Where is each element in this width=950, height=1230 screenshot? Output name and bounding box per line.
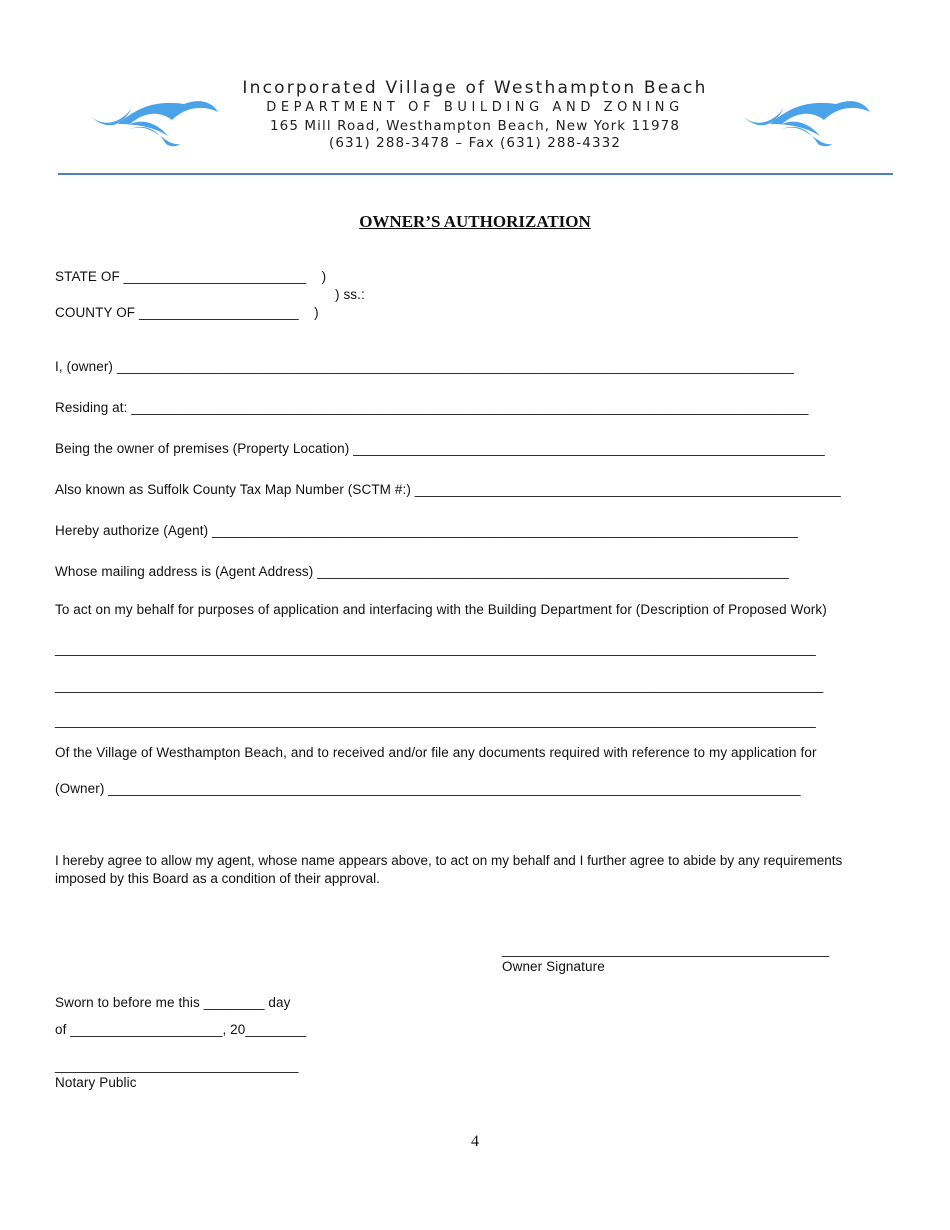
owner-application-field[interactable]: (Owner) ___________________________________________________________________________________________	[55, 781, 801, 796]
agreement-paragraph: I hereby agree to allow my agent, whose name appears above, to act on my behalf and I further agree to abide by any requirements imposed by this Board as a condition of their approval.	[55, 853, 843, 886]
phone-fax: (631) 288-3478 – Fax (631) 288-4332	[328, 135, 622, 151]
agent-field[interactable]: Hereby authorize (Agent) _____________________________________________________________________________	[55, 523, 798, 538]
residing-field[interactable]: Residing at: _________________________________________________________________________________________	[55, 400, 809, 415]
header-divider	[58, 173, 893, 175]
property-location-field[interactable]: Being the owner of premises (Property Location) ______________________________________________________________	[55, 441, 825, 456]
sworn-date-line[interactable]: of ____________________, 20________	[55, 1022, 307, 1037]
work-description-line[interactable]: ____________________________________________________________________________________________________	[55, 713, 816, 728]
org-name: Incorporated Village of Westhampton Beach	[242, 78, 708, 98]
address: 165 Mill Road, Westhampton Beach, New York 11978	[269, 118, 681, 134]
village-statement: Of the Village of Westhampton Beach, and to received and/or file any documents required with reference to my application for	[55, 745, 817, 760]
owner-signature-label: Owner Signature	[502, 959, 605, 974]
sctm-field[interactable]: Also known as Suffolk County Tax Map Number (SCTM #:) ________________________________________________________	[55, 482, 841, 497]
department-name: DEPARTMENT OF BUILDING AND ZONING	[266, 100, 684, 115]
work-description-intro: To act on my behalf for purposes of application and interfacing with the Building Department for (Description of Proposed Work)	[55, 602, 827, 617]
owner-field[interactable]: I, (owner) _________________________________________________________________________________________	[55, 359, 794, 374]
page-title: OWNER’S AUTHORIZATION	[359, 212, 591, 231]
work-description-line[interactable]: ____________________________________________________________________________________________________	[55, 641, 816, 656]
notary-label: Notary Public	[55, 1075, 137, 1090]
owner-signature-line[interactable]: ___________________________________________	[502, 942, 830, 957]
page-number: 4	[471, 1133, 479, 1150]
work-description-line[interactable]: _____________________________________________________________________________________________________	[55, 678, 824, 693]
seagull-wave-icon	[88, 96, 220, 150]
state-line[interactable]: STATE OF ________________________ )	[55, 269, 327, 284]
notary-signature-line[interactable]: ________________________________	[55, 1058, 299, 1073]
seagull-wave-icon	[740, 96, 872, 150]
ss-line: ) ss.:	[335, 287, 365, 302]
agent-address-field[interactable]: Whose mailing address is (Agent Address) ______________________________________________________________	[55, 564, 789, 579]
county-line[interactable]: COUNTY OF _____________________ )	[55, 305, 319, 320]
sworn-line[interactable]: Sworn to before me this ________ day	[55, 995, 291, 1010]
